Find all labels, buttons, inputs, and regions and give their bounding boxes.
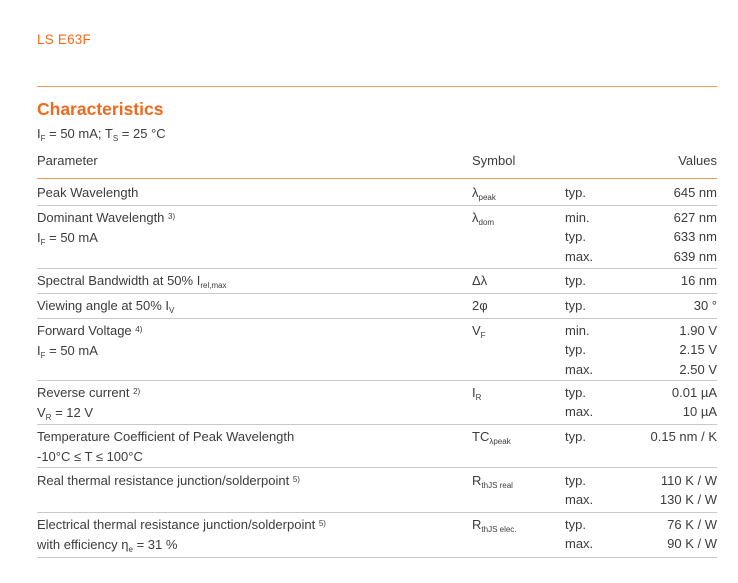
qualifiers (565, 471, 593, 510)
symbol (472, 471, 513, 491)
value: 0.01 µA (671, 385, 717, 400)
row-divider (37, 512, 717, 513)
param-name (37, 515, 326, 555)
qualifier: max. (565, 536, 594, 552)
symbol (472, 296, 488, 316)
cond-post: = 31 % (132, 537, 178, 552)
qualifier: typ. (565, 185, 586, 200)
symbol-main: V (472, 323, 481, 338)
cond-post: = 50 mA (45, 343, 98, 358)
value: 639 nm (673, 248, 717, 264)
qualifier: typ. (565, 473, 586, 488)
symbol-main: λ (472, 210, 479, 225)
part-number-header: LS E63F (37, 32, 91, 47)
value: 16 nm (680, 273, 717, 288)
cond-sub: R (45, 413, 52, 422)
cond-pre: with efficiency η (37, 537, 129, 552)
symbol-main: TC (472, 429, 490, 444)
qualifier: min. (565, 323, 590, 338)
qualifiers (565, 321, 593, 379)
footnote-ref: 5) (292, 475, 300, 484)
cond-ts-sub: S (112, 134, 119, 143)
symbol-sub: dom (478, 218, 495, 227)
cond-pre: I (37, 343, 41, 358)
column-header-values: Values (678, 153, 717, 168)
values (672, 383, 717, 422)
symbol-main: I (472, 385, 476, 400)
param-name (37, 271, 227, 291)
row-divider (37, 268, 717, 269)
param-label: Spectral Bandwidth at 50% I (37, 273, 201, 288)
qualifier: max. (565, 404, 594, 420)
qualifier: typ. (565, 298, 586, 313)
values (660, 471, 717, 510)
value: 30 ° (693, 298, 717, 313)
cond-sub: e (128, 545, 133, 554)
qualifier: max. (565, 492, 594, 508)
symbol (472, 321, 486, 341)
cond-pre: I (37, 230, 41, 245)
value: 627 nm (673, 210, 717, 225)
qualifier: typ. (565, 342, 586, 358)
param-label: Dominant Wavelength (37, 210, 165, 225)
value: 90 K / W (667, 536, 717, 552)
cond-pre: V (37, 405, 46, 420)
row-divider (37, 467, 717, 468)
value: 633 nm (673, 229, 717, 245)
values (667, 515, 717, 554)
row-divider (37, 318, 717, 319)
param-label: Peak Wavelength (37, 185, 139, 200)
qualifier: max. (565, 361, 594, 377)
qualifiers (565, 515, 593, 554)
column-header-parameter: Parameter (37, 153, 98, 168)
qualifier: min. (565, 210, 590, 225)
param-label: Viewing angle at 50% I (37, 298, 170, 313)
footnote-ref: 2) (133, 387, 141, 396)
symbol-main: λ (472, 185, 479, 200)
values (694, 296, 717, 315)
qualifier: typ. (565, 229, 586, 245)
value: 2.15 V (679, 342, 717, 358)
param-name (37, 321, 142, 361)
symbol-sub: peak (478, 193, 496, 202)
footnote-ref: 3) (168, 212, 176, 221)
param-label: Forward Voltage (37, 323, 132, 338)
footnote-ref: 5) (318, 519, 326, 528)
param-label: Reverse current (37, 385, 130, 400)
row-divider (37, 380, 717, 381)
symbol-main: R (472, 517, 482, 532)
qualifiers (565, 383, 593, 422)
qualifiers (565, 427, 586, 446)
cond-sub: F (40, 238, 46, 247)
param-sub: rel,max (200, 281, 227, 290)
param-name (37, 296, 174, 316)
value: 130 K / W (659, 492, 717, 508)
row-divider (37, 424, 717, 425)
qualifier: typ. (565, 385, 586, 400)
values (681, 271, 717, 290)
footnote-ref: 4) (135, 325, 143, 334)
value: 2.50 V (679, 361, 717, 377)
value: 1.90 V (679, 323, 717, 338)
cond-plain: -10°C ≤ T ≤ 100°C (37, 449, 143, 464)
row-divider (37, 293, 717, 294)
symbol (472, 383, 481, 403)
symbol-sub: F (480, 331, 486, 340)
symbol (472, 183, 496, 203)
qualifier: typ. (565, 273, 586, 288)
symbol-main: R (472, 473, 482, 488)
symbol-main: Δλ (472, 273, 488, 288)
symbol-sub: thJS elec. (481, 525, 517, 534)
column-header-symbol: Symbol (472, 153, 516, 168)
param-label: Temperature Coefficient of Peak Wavelength (37, 429, 295, 444)
symbol-main: 2φ (472, 298, 488, 313)
symbol (472, 271, 487, 291)
cond-if-sub: F (40, 134, 46, 143)
test-conditions (37, 126, 166, 141)
symbol (472, 208, 494, 228)
cond-ts-rest: = 25 °C (118, 126, 166, 141)
cond-sub: F (40, 351, 46, 360)
qualifiers (565, 208, 593, 266)
qualifier: max. (565, 248, 594, 264)
cond-if-label: I (37, 126, 41, 141)
row-divider (37, 205, 717, 206)
value: 645 nm (673, 185, 717, 200)
qualifier: typ. (565, 429, 586, 444)
param-name (37, 383, 140, 423)
qualifiers (565, 183, 586, 202)
value: 0.15 nm / K (650, 429, 717, 444)
values (679, 321, 717, 379)
symbol-sub: λpeak (489, 437, 511, 446)
symbol-sub: R (475, 393, 482, 402)
param-label: Electrical thermal resistance junction/solderpoint (37, 517, 316, 532)
header-divider (37, 86, 717, 87)
symbol (472, 427, 511, 447)
row-divider (37, 557, 717, 558)
param-name (37, 183, 138, 203)
cond-post: = 50 mA (45, 230, 98, 245)
param-sub: V (169, 306, 175, 315)
values (674, 183, 717, 202)
values (651, 427, 717, 446)
qualifiers (565, 271, 586, 290)
value: 10 µA (682, 404, 717, 420)
qualifier: typ. (565, 517, 586, 532)
qualifiers (565, 296, 586, 315)
param-label: Real thermal resistance junction/solderpoint (37, 473, 290, 488)
cond-if-rest: = 50 mA; T (45, 126, 113, 141)
column-header-divider (37, 178, 717, 179)
value: 76 K / W (667, 517, 717, 532)
value: 110 K / W (660, 473, 717, 488)
values (674, 208, 717, 266)
param-name (37, 471, 300, 491)
symbol-sub: thJS real (481, 481, 513, 490)
param-name (37, 427, 294, 467)
param-name (37, 208, 175, 248)
section-title: Characteristics (37, 99, 164, 119)
symbol (472, 515, 517, 535)
cond-post: = 12 V (51, 405, 94, 420)
